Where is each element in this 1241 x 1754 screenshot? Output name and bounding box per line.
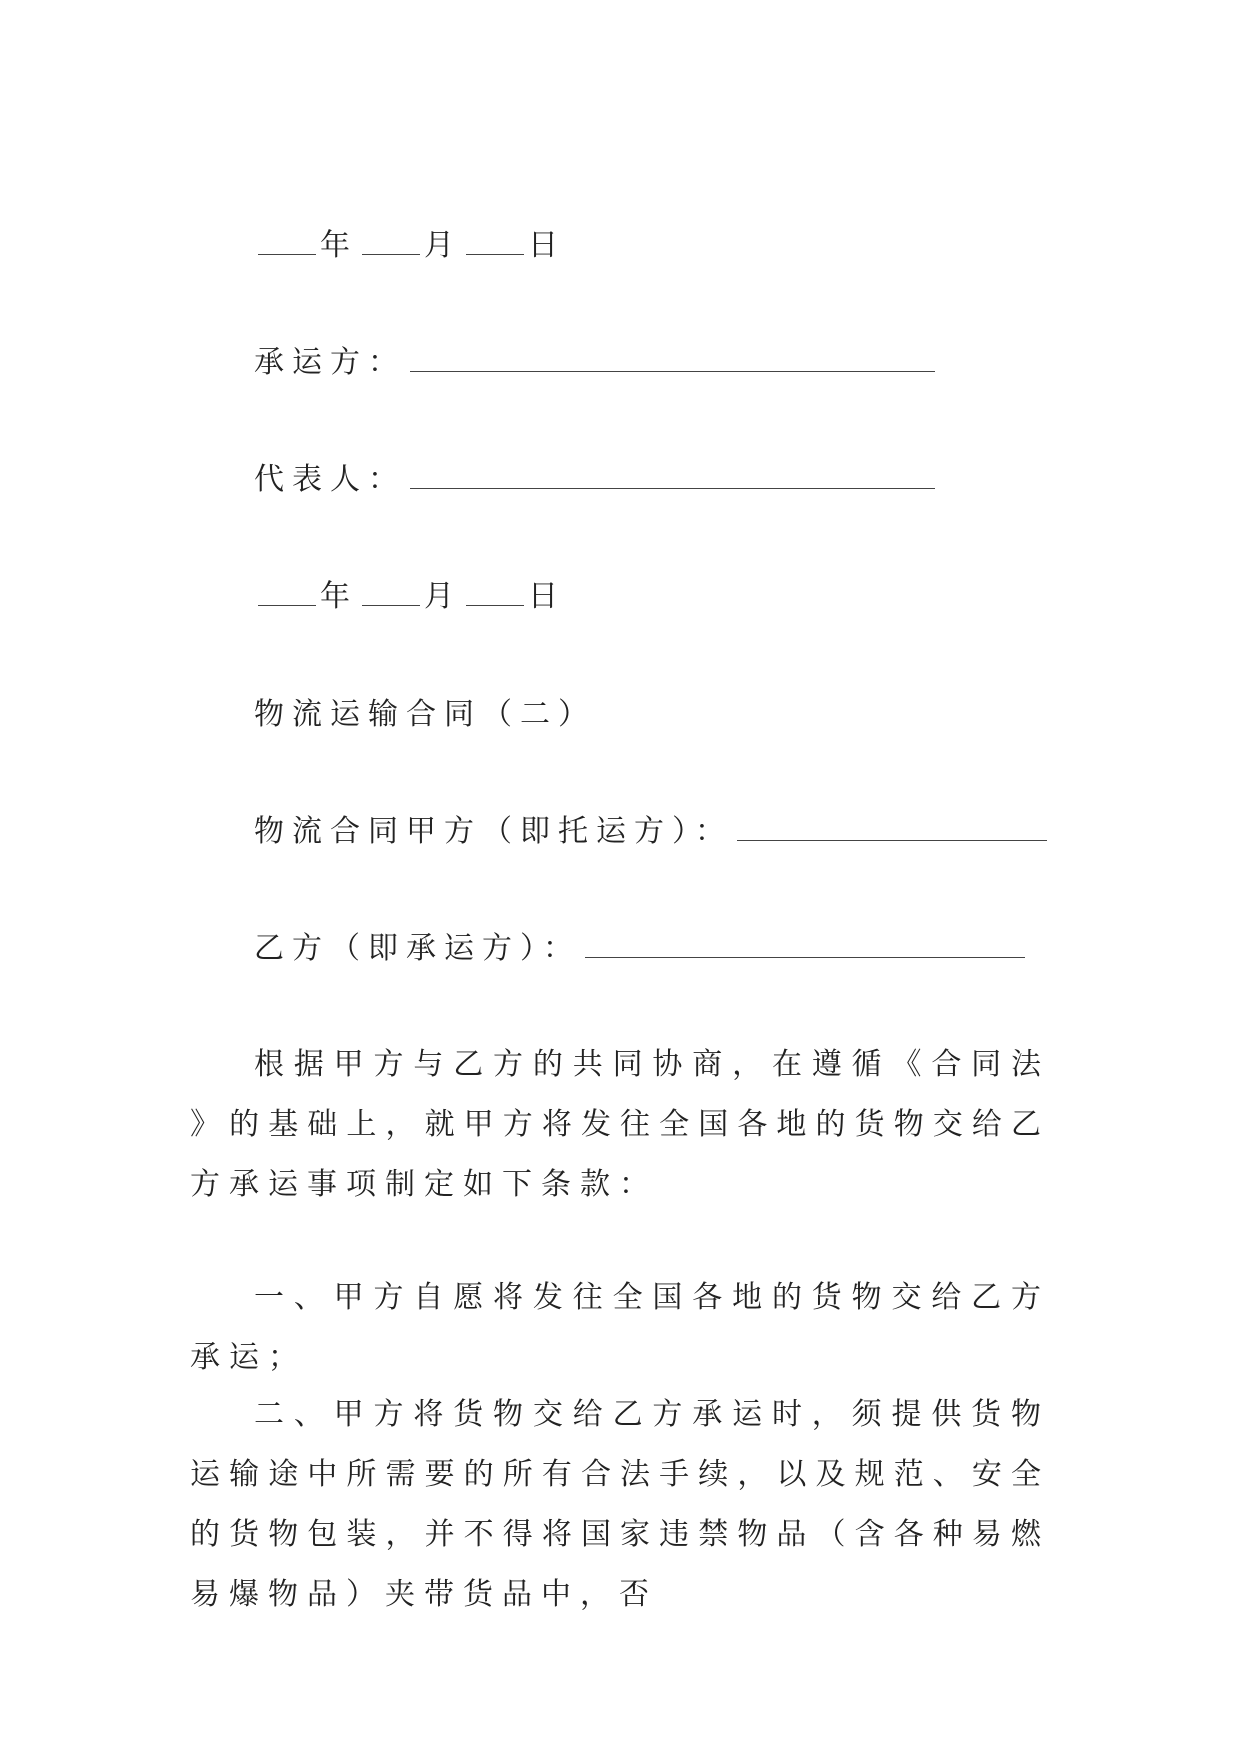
date-line-1 (254, 228, 566, 264)
month-label: 月 (424, 228, 462, 263)
day-blank (466, 232, 524, 255)
day-label: 日 (528, 579, 566, 614)
year-blank (258, 583, 316, 606)
party-a-label: 物流合同甲方（即托运方）： (254, 814, 733, 849)
date-line-2 (254, 579, 566, 615)
clause-2: 二、甲方将货物交给乙方承运时，须提供货物运输途中所需要的所有合法手续，以及规范、安全的货物包装，并不得将国家违禁物品（含各种易燃易爆物品）夹带货品中，否 (190, 1397, 1050, 1612)
month-blank (362, 232, 420, 255)
carrier-blank (410, 349, 935, 372)
party-b-blank (585, 935, 1025, 958)
section-title: 物流运输合同（二） (254, 697, 596, 732)
month-blank (362, 583, 420, 606)
representative-line (254, 462, 939, 498)
month-label: 月 (424, 579, 462, 614)
day-blank (466, 583, 524, 606)
carrier-line (254, 345, 939, 381)
party-a-blank (737, 818, 1047, 841)
day-label: 日 (528, 228, 566, 263)
party-b-line (254, 931, 1029, 967)
carrier-label: 承运方： (254, 345, 406, 380)
party-a-line (254, 814, 1051, 850)
representative-label: 代表人： (254, 462, 406, 497)
intro-paragraph: 根据甲方与乙方的共同协商，在遵循《合同法 》的基础上，就甲方将发往全国各地的货物交给乙方承运事项制定如下条款： (190, 1047, 1050, 1202)
representative-blank (410, 466, 935, 489)
clause-1: 一、甲方自愿将发往全国各地的货物交给乙方承运； (190, 1280, 1050, 1375)
year-label: 年 (320, 228, 358, 263)
year-label: 年 (320, 579, 358, 614)
party-b-label: 乙方（即承运方）： (254, 931, 581, 966)
year-blank (258, 232, 316, 255)
